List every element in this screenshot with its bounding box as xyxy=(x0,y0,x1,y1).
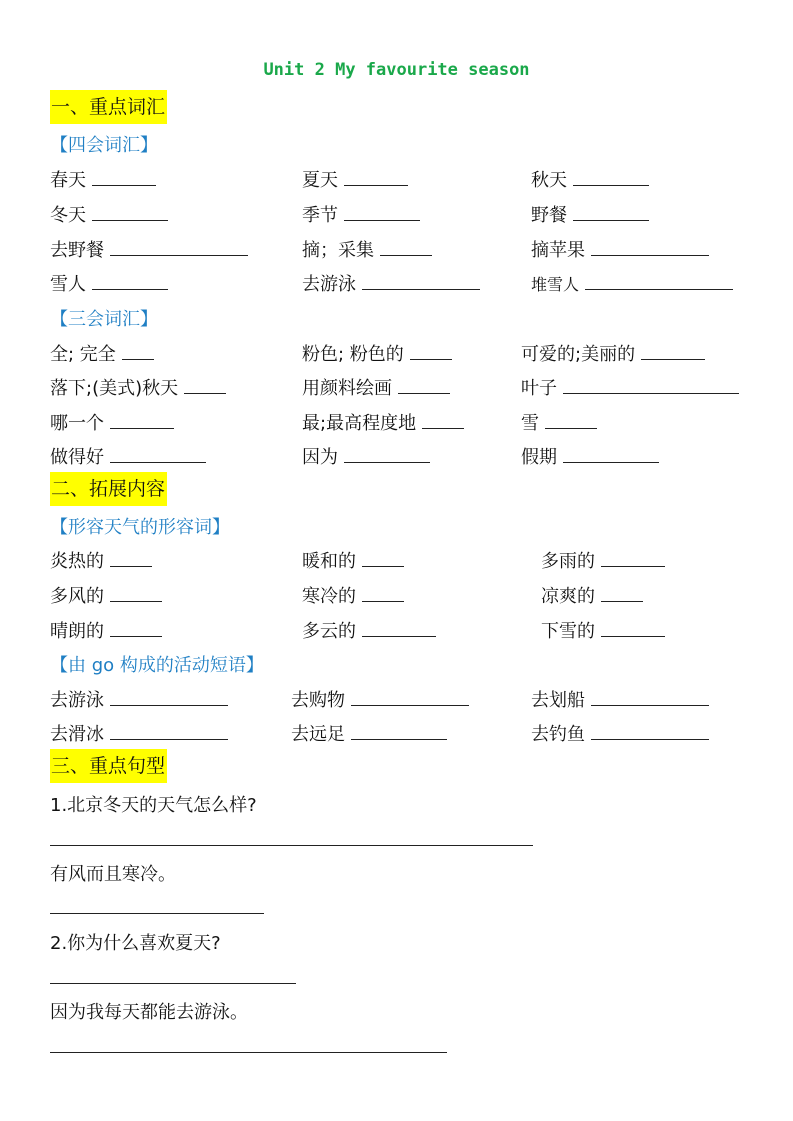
word-item xyxy=(541,582,643,608)
word-label: 假期 xyxy=(521,447,557,468)
word-item xyxy=(521,443,659,469)
word-label: 冬天 xyxy=(50,205,86,226)
page-title: Unit 2 My favourite season xyxy=(263,60,530,80)
word-label: 多风的 xyxy=(50,586,104,607)
word-item xyxy=(50,686,228,712)
word-item xyxy=(541,547,665,573)
blank-line[interactable] xyxy=(344,445,430,463)
word-label: 哪一个 xyxy=(50,413,104,434)
answer-line[interactable] xyxy=(50,983,296,984)
word-item xyxy=(50,582,162,608)
word-item xyxy=(302,617,436,643)
word-label: 多雨的 xyxy=(541,551,595,572)
sentence-prompt: 有风而且寒冷。 xyxy=(50,864,176,885)
blank-line[interactable] xyxy=(563,445,659,463)
blank-line[interactable] xyxy=(591,688,709,706)
word-label: 粉色; 粉色的 xyxy=(302,344,404,365)
word-label: 因为 xyxy=(302,447,338,468)
subheading-weather-adjectives: 【形容天气的形容词】 xyxy=(50,517,230,538)
word-item xyxy=(50,201,168,227)
blank-line[interactable] xyxy=(110,411,174,429)
word-label: 寒冷的 xyxy=(302,586,356,607)
blank-line[interactable] xyxy=(362,549,404,567)
word-item xyxy=(302,374,450,400)
word-label: 最;最高程度地 xyxy=(302,413,417,434)
blank-line[interactable] xyxy=(110,619,162,637)
blank-line[interactable] xyxy=(351,722,447,740)
section-heading-key-sentences: 三、重点句型 xyxy=(50,749,167,783)
word-item xyxy=(302,340,452,366)
blank-line[interactable] xyxy=(362,272,480,290)
word-item xyxy=(531,272,733,295)
word-label: 去远足 xyxy=(291,724,345,745)
word-item xyxy=(541,617,665,643)
blank-line[interactable] xyxy=(591,238,709,256)
blank-line[interactable] xyxy=(601,619,665,637)
word-label: 去钓鱼 xyxy=(531,724,585,745)
word-label: 晴朗的 xyxy=(50,621,104,642)
sentence-prompt: 1.北京冬天的天气怎么样? xyxy=(50,795,257,816)
word-label: 暖和的 xyxy=(302,551,356,572)
section-heading-key-vocabulary: 一、重点词汇 xyxy=(50,90,167,124)
word-item xyxy=(531,720,709,746)
blank-line[interactable] xyxy=(422,411,464,429)
subheading-four-skill-words: 【四会词汇】 xyxy=(50,135,158,156)
blank-line[interactable] xyxy=(641,342,705,360)
section-heading-extension: 二、拓展内容 xyxy=(50,472,167,506)
word-item xyxy=(521,409,597,435)
blank-line[interactable] xyxy=(110,445,206,463)
blank-line[interactable] xyxy=(92,168,156,186)
blank-line[interactable] xyxy=(351,688,469,706)
word-label: 雪 xyxy=(521,413,539,434)
word-item xyxy=(50,374,226,400)
word-label: 去滑冰 xyxy=(50,724,104,745)
word-item xyxy=(302,201,420,227)
word-label: 秋天 xyxy=(531,170,567,191)
word-label: 摘苹果 xyxy=(531,240,585,261)
word-item xyxy=(302,443,430,469)
word-label: 摘；采集 xyxy=(302,240,374,261)
blank-line[interactable] xyxy=(362,619,436,637)
word-item xyxy=(302,236,432,262)
blank-line[interactable] xyxy=(573,203,649,221)
word-label: 季节 xyxy=(302,205,338,226)
word-label: 落下;(美式)秋天 xyxy=(50,378,179,399)
blank-line[interactable] xyxy=(110,549,152,567)
word-label: 堆雪人 xyxy=(531,275,580,294)
word-item xyxy=(521,374,739,400)
blank-line[interactable] xyxy=(92,272,168,290)
word-item xyxy=(302,270,480,296)
blank-line[interactable] xyxy=(110,688,228,706)
word-item xyxy=(50,617,162,643)
word-item xyxy=(291,720,447,746)
answer-line[interactable] xyxy=(50,913,264,914)
word-label: 去划船 xyxy=(531,690,585,711)
blank-line[interactable] xyxy=(122,342,154,360)
word-item xyxy=(531,201,649,227)
word-label: 野餐 xyxy=(531,205,567,226)
blank-line[interactable] xyxy=(563,376,739,394)
word-item xyxy=(302,547,404,573)
sentence-prompt: 因为我每天都能去游泳。 xyxy=(50,1002,248,1023)
word-label: 炎热的 xyxy=(50,551,104,572)
blank-line[interactable] xyxy=(362,584,404,602)
word-item xyxy=(50,236,248,262)
sentence-prompt: 2.你为什么喜欢夏天? xyxy=(50,933,221,954)
word-item xyxy=(50,409,174,435)
word-label: 去游泳 xyxy=(302,274,356,295)
word-label: 去游泳 xyxy=(50,690,104,711)
word-item xyxy=(50,166,156,192)
answer-line[interactable] xyxy=(50,1052,447,1053)
word-label: 春天 xyxy=(50,170,86,191)
blank-line[interactable] xyxy=(92,203,168,221)
blank-line[interactable] xyxy=(601,549,665,567)
blank-line[interactable] xyxy=(410,342,452,360)
blank-line[interactable] xyxy=(184,376,226,394)
word-item xyxy=(531,686,709,712)
blank-line[interactable] xyxy=(380,238,432,256)
blank-line[interactable] xyxy=(398,376,450,394)
word-label: 可爱的;美丽的 xyxy=(521,344,636,365)
blank-line[interactable] xyxy=(110,722,228,740)
word-label: 去购物 xyxy=(291,690,345,711)
word-item xyxy=(291,686,469,712)
word-item xyxy=(521,340,705,366)
word-label: 夏天 xyxy=(302,170,338,191)
subheading-go-phrases: 【由 go 构成的活动短语】 xyxy=(50,655,264,676)
word-item xyxy=(50,340,154,366)
blank-line[interactable] xyxy=(110,584,162,602)
blank-line[interactable] xyxy=(591,722,709,740)
word-item xyxy=(50,720,228,746)
word-item xyxy=(50,270,168,296)
word-label: 下雪的 xyxy=(541,621,595,642)
word-label: 多云的 xyxy=(302,621,356,642)
answer-line[interactable] xyxy=(50,845,533,846)
blank-line[interactable] xyxy=(545,411,597,429)
word-item xyxy=(531,236,709,262)
word-label: 雪人 xyxy=(50,274,86,295)
word-label: 全; 完全 xyxy=(50,344,116,365)
word-label: 用颜料绘画 xyxy=(302,378,392,399)
blank-line[interactable] xyxy=(573,168,649,186)
blank-line[interactable] xyxy=(601,584,643,602)
word-item xyxy=(531,166,649,192)
blank-line[interactable] xyxy=(344,168,408,186)
blank-line[interactable] xyxy=(110,238,248,256)
word-label: 去野餐 xyxy=(50,240,104,261)
subheading-three-skill-words: 【三会词汇】 xyxy=(50,309,158,330)
word-item xyxy=(50,443,206,469)
word-item xyxy=(302,409,464,435)
word-item xyxy=(302,166,408,192)
word-label: 凉爽的 xyxy=(541,586,595,607)
blank-line[interactable] xyxy=(585,272,733,290)
word-item xyxy=(302,582,404,608)
word-label: 叶子 xyxy=(521,378,557,399)
blank-line[interactable] xyxy=(344,203,420,221)
word-item xyxy=(50,547,152,573)
word-label: 做得好 xyxy=(50,447,104,468)
